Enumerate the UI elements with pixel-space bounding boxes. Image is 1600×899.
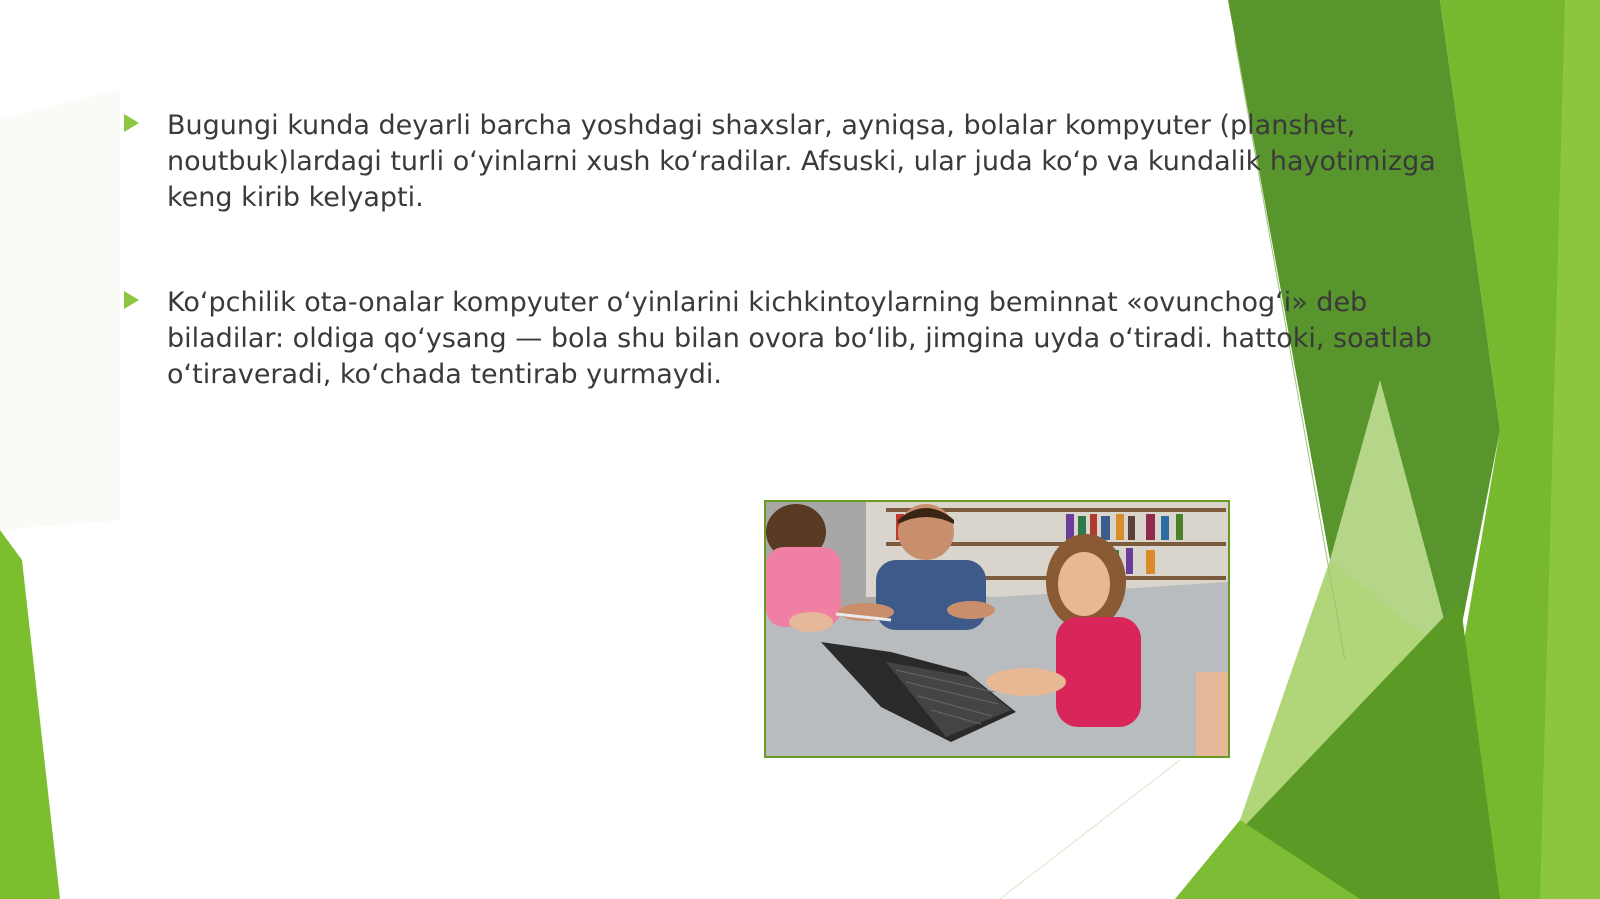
bullet-text: Ko‘pchilik ota-onalar kompyuter o‘yinlarini kichkintoylarning beminnat «ovunchog‘i» deb biladilar: oldiga qo‘ysang — bola shu bilan ovora bo‘lib, jimgina uyda o‘tiradi. hattoki, soatlab o‘tiraveradi, ko‘chada tentirab yurmaydi. bbox=[167, 287, 1432, 390]
bullet-text: Bugungi kunda deyarli barcha yoshdagi shaxslar, ayniqsa, bolalar kompyuter (planshet, noutbuk)lardagi turli o‘yinlarni xush ko‘radilar. Afsuski, ular juda ko‘p va kundalik hayotimizga keng kirib kelyapti. bbox=[167, 110, 1436, 213]
bullet-arrow-icon bbox=[124, 291, 139, 309]
facet-left-pale bbox=[0, 90, 120, 530]
facet-left-green bbox=[0, 530, 60, 899]
accent-line-2 bbox=[1000, 760, 1180, 899]
children-with-laptop-icon bbox=[766, 502, 1228, 756]
children-laptop-photo bbox=[764, 500, 1230, 758]
bullet-item bbox=[120, 108, 1480, 216]
bullet-arrow-icon bbox=[124, 114, 139, 132]
bullet-list bbox=[120, 108, 1480, 393]
bullet-item bbox=[120, 285, 1480, 393]
